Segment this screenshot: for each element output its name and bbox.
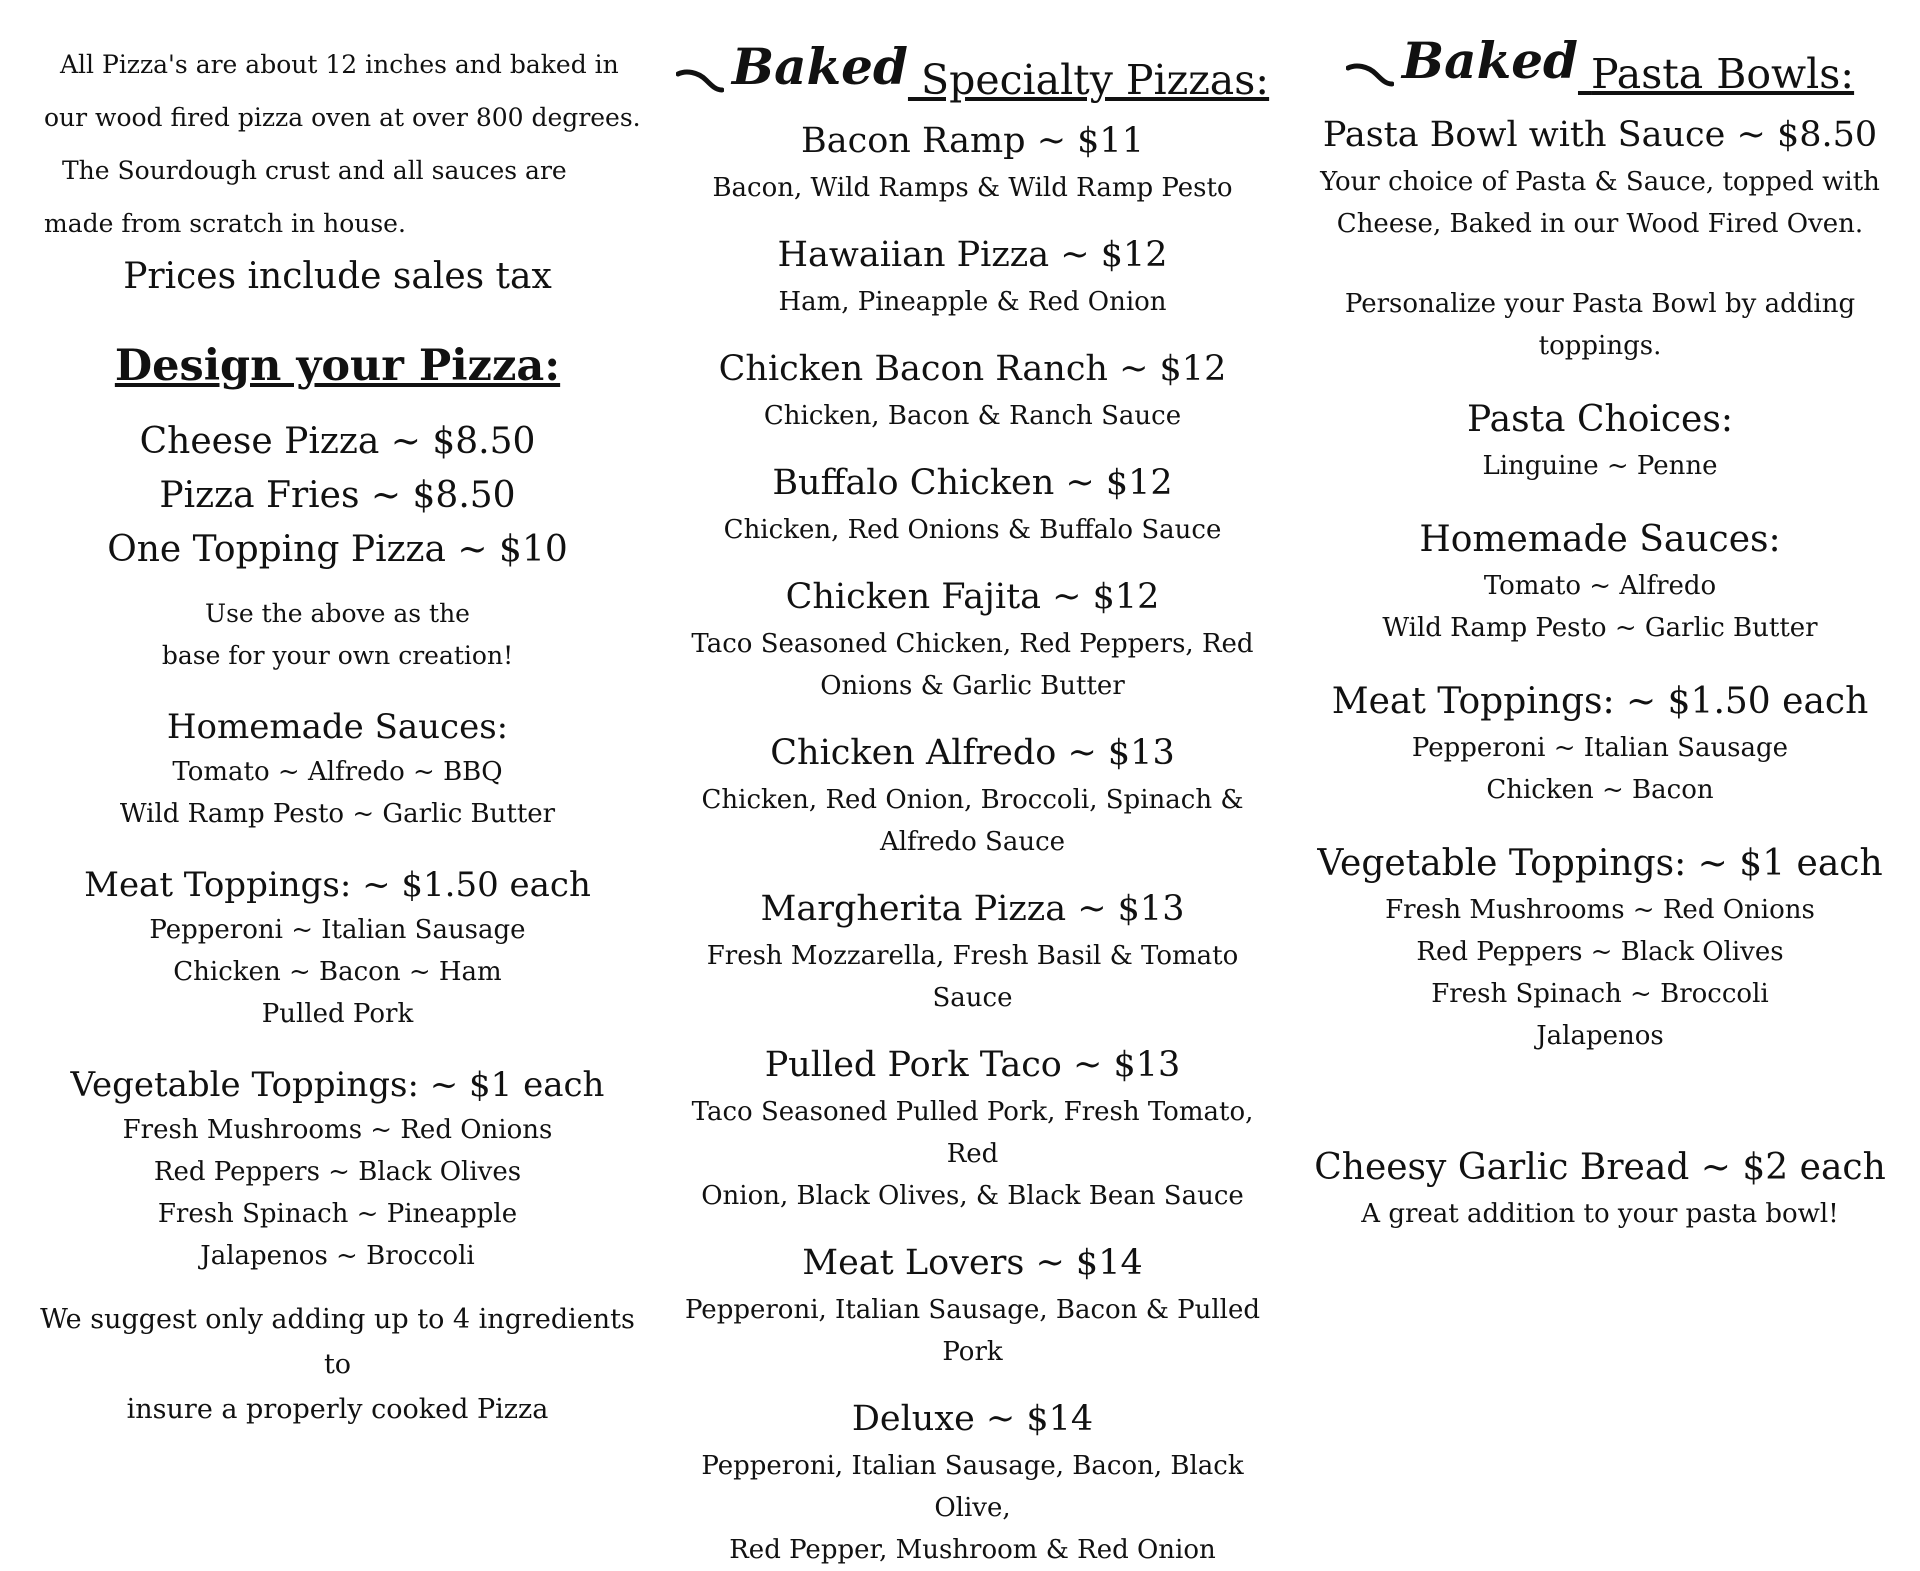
pasta-sauce-line: Wild Ramp Pesto ~ Garlic Butter: [1382, 613, 1818, 643]
pasta-bowl-title: Pasta Bowl with Sauce ~ $8.50: [1322, 115, 1878, 155]
pasta-bowl-desc-line: Cheese, Baked in our Wood Fired Oven.: [1336, 209, 1864, 239]
pasta-heading-text: Pasta Bowls:: [1591, 50, 1855, 98]
specialty-heading-text: Specialty Pizzas:: [921, 56, 1270, 104]
suggestion-line: We suggest only adding up to 4 ingredients to: [40, 1304, 635, 1380]
specialty-item-desc: Bacon, Wild Ramps & Wild Ramp Pesto: [712, 173, 1233, 203]
design-heading: Design your Pizza:: [114, 341, 561, 391]
meat-toppings-title: Meat Toppings: ~ $1.50 each: [84, 865, 591, 905]
pasta-choice-line: Linguine ~ Penne: [1482, 451, 1718, 481]
specialty-item-desc: Red Pepper, Mushroom & Red Onion: [729, 1535, 1216, 1565]
specialty-item-desc: Onion, Black Olives, & Black Bean Sauce: [701, 1181, 1244, 1211]
specialty-item-name: Deluxe ~ $14: [851, 1399, 1094, 1439]
base-note-line: Use the above as the: [205, 599, 470, 628]
specialty-item-name: Margherita Pizza ~ $13: [760, 889, 1185, 929]
suggestion-line: insure a properly cooked Pizza: [126, 1394, 549, 1425]
pasta-veg-title: Vegetable Toppings: ~ $1 each: [1317, 843, 1883, 884]
base-item-one-topping: One Topping Pizza ~ $10: [107, 529, 568, 570]
specialty-item-desc: Taco Seasoned Chicken, Red Peppers, Red: [691, 629, 1254, 659]
pasta-sauce-line: Tomato ~ Alfredo: [1483, 571, 1717, 601]
swash-icon: [1346, 62, 1394, 88]
specialty-item-name: Meat Lovers ~ $14: [802, 1243, 1143, 1283]
specialty-item-name: Hawaiian Pizza ~ $12: [777, 235, 1168, 275]
specialty-item-desc: Pepperoni, Italian Sausage, Bacon, Black Olive,: [701, 1451, 1244, 1523]
specialty-item-desc: Alfredo Sauce: [879, 827, 1066, 857]
garlic-bread-title: Cheesy Garlic Bread ~ $2 each: [1314, 1147, 1886, 1188]
sauce-line: Wild Ramp Pesto ~ Garlic Butter: [119, 799, 556, 829]
base-pizza-list: [30, 415, 645, 577]
specialty-item-desc: Chicken, Red Onions & Buffalo Sauce: [723, 515, 1222, 545]
garlic-bread-desc: A great addition to your pasta bowl!: [1361, 1199, 1839, 1229]
intro-line: our wood fired pizza oven at over 800 degrees.: [44, 103, 641, 132]
pasta-choices-title: Pasta Choices:: [1467, 399, 1733, 440]
specialty-item-name: Buffalo Chicken ~ $12: [772, 463, 1173, 503]
intro-paragraph: [30, 38, 645, 250]
pasta-veg-line: Red Peppers ~ Black Olives: [1416, 937, 1784, 967]
baked-script-logo: [1346, 31, 1578, 90]
pasta-veg-line: Fresh Mushrooms ~ Red Onions: [1385, 895, 1815, 925]
intro-line: The Sourdough crust and all sauces are: [62, 156, 567, 185]
pasta-bowls-column: [1300, 0, 1900, 1235]
intro-line: made from scratch in house.: [44, 209, 406, 238]
baked-word: Baked: [1401, 31, 1578, 90]
sauce-line: Tomato ~ Alfredo ~ BBQ: [172, 757, 503, 787]
pasta-meat-line: Chicken ~ Bacon: [1486, 775, 1714, 805]
intro-line: All Pizza's are about 12 inches and baked in: [60, 50, 619, 79]
pasta-veg-line: Jalapenos: [1536, 1021, 1664, 1051]
base-note: [30, 593, 645, 677]
base-note-line: base for your own creation!: [161, 641, 514, 670]
veg-toppings-title: Vegetable Toppings: ~ $1 each: [70, 1065, 605, 1105]
veg-line: Jalapenos ~ Broccoli: [200, 1241, 475, 1271]
baked-script-logo: [676, 37, 908, 96]
specialty-item-name: Chicken Alfredo ~ $13: [770, 733, 1175, 773]
sauces-title: Homemade Sauces:: [166, 707, 509, 747]
pasta-veg-line: Fresh Spinach ~ Broccoli: [1431, 979, 1769, 1009]
veg-line: Fresh Mushrooms ~ Red Onions: [122, 1115, 553, 1145]
base-item-cheese: Cheese Pizza ~ $8.50: [139, 421, 536, 462]
specialty-item-desc: Fresh Mozzarella, Fresh Basil & Tomato Sauce: [706, 941, 1239, 1013]
specialty-item-desc: Pepperoni, Italian Sausage, Bacon & Pulled Pork: [684, 1295, 1261, 1367]
specialty-item-desc: Ham, Pineapple & Red Onion: [778, 287, 1167, 317]
tax-note: Prices include sales tax: [123, 256, 552, 297]
pasta-meat-title: Meat Toppings: ~ $1.50 each: [1331, 681, 1869, 722]
specialty-item-name: Chicken Bacon Ranch ~ $12: [718, 349, 1227, 389]
specialty-item-desc: Onions & Garlic Butter: [820, 671, 1125, 701]
specialty-item-name: Chicken Fajita ~ $12: [785, 577, 1160, 617]
personalize-note: Personalize your Pasta Bowl by adding toppings.: [1344, 289, 1856, 361]
meat-line: Pulled Pork: [261, 999, 414, 1029]
meat-line: Pepperoni ~ Italian Sausage: [149, 915, 526, 945]
spacer: [1300, 1057, 1900, 1115]
suggestion-note: [30, 1297, 645, 1432]
specialty-item-desc: Taco Seasoned Pulled Pork, Fresh Tomato, Red: [691, 1097, 1254, 1169]
specialty-pizzas-column: [665, 0, 1280, 1571]
specialty-item-name: Bacon Ramp ~ $11: [801, 121, 1144, 161]
veg-line: Red Peppers ~ Black Olives: [153, 1157, 522, 1187]
specialty-item-name: Pulled Pork Taco ~ $13: [764, 1045, 1181, 1085]
specialty-list: [665, 115, 1280, 1571]
pasta-heading: [1300, 31, 1900, 101]
veg-line: Fresh Spinach ~ Pineapple: [157, 1199, 518, 1229]
pasta-bowl-desc-line: Your choice of Pasta & Sauce, topped with: [1320, 167, 1880, 197]
pasta-sauces-title: Homemade Sauces:: [1419, 519, 1781, 560]
specialty-heading: [665, 37, 1280, 107]
design-your-pizza-column: [30, 0, 645, 1432]
base-item-fries: Pizza Fries ~ $8.50: [159, 475, 516, 516]
specialty-item-desc: Chicken, Red Onion, Broccoli, Spinach &: [701, 785, 1244, 815]
swash-icon: [676, 68, 724, 94]
baked-word: Baked: [731, 37, 908, 96]
meat-line: Chicken ~ Bacon ~ Ham: [173, 957, 502, 987]
specialty-item-desc: Chicken, Bacon & Ranch Sauce: [763, 401, 1182, 431]
pasta-meat-line: Pepperoni ~ Italian Sausage: [1411, 733, 1789, 763]
